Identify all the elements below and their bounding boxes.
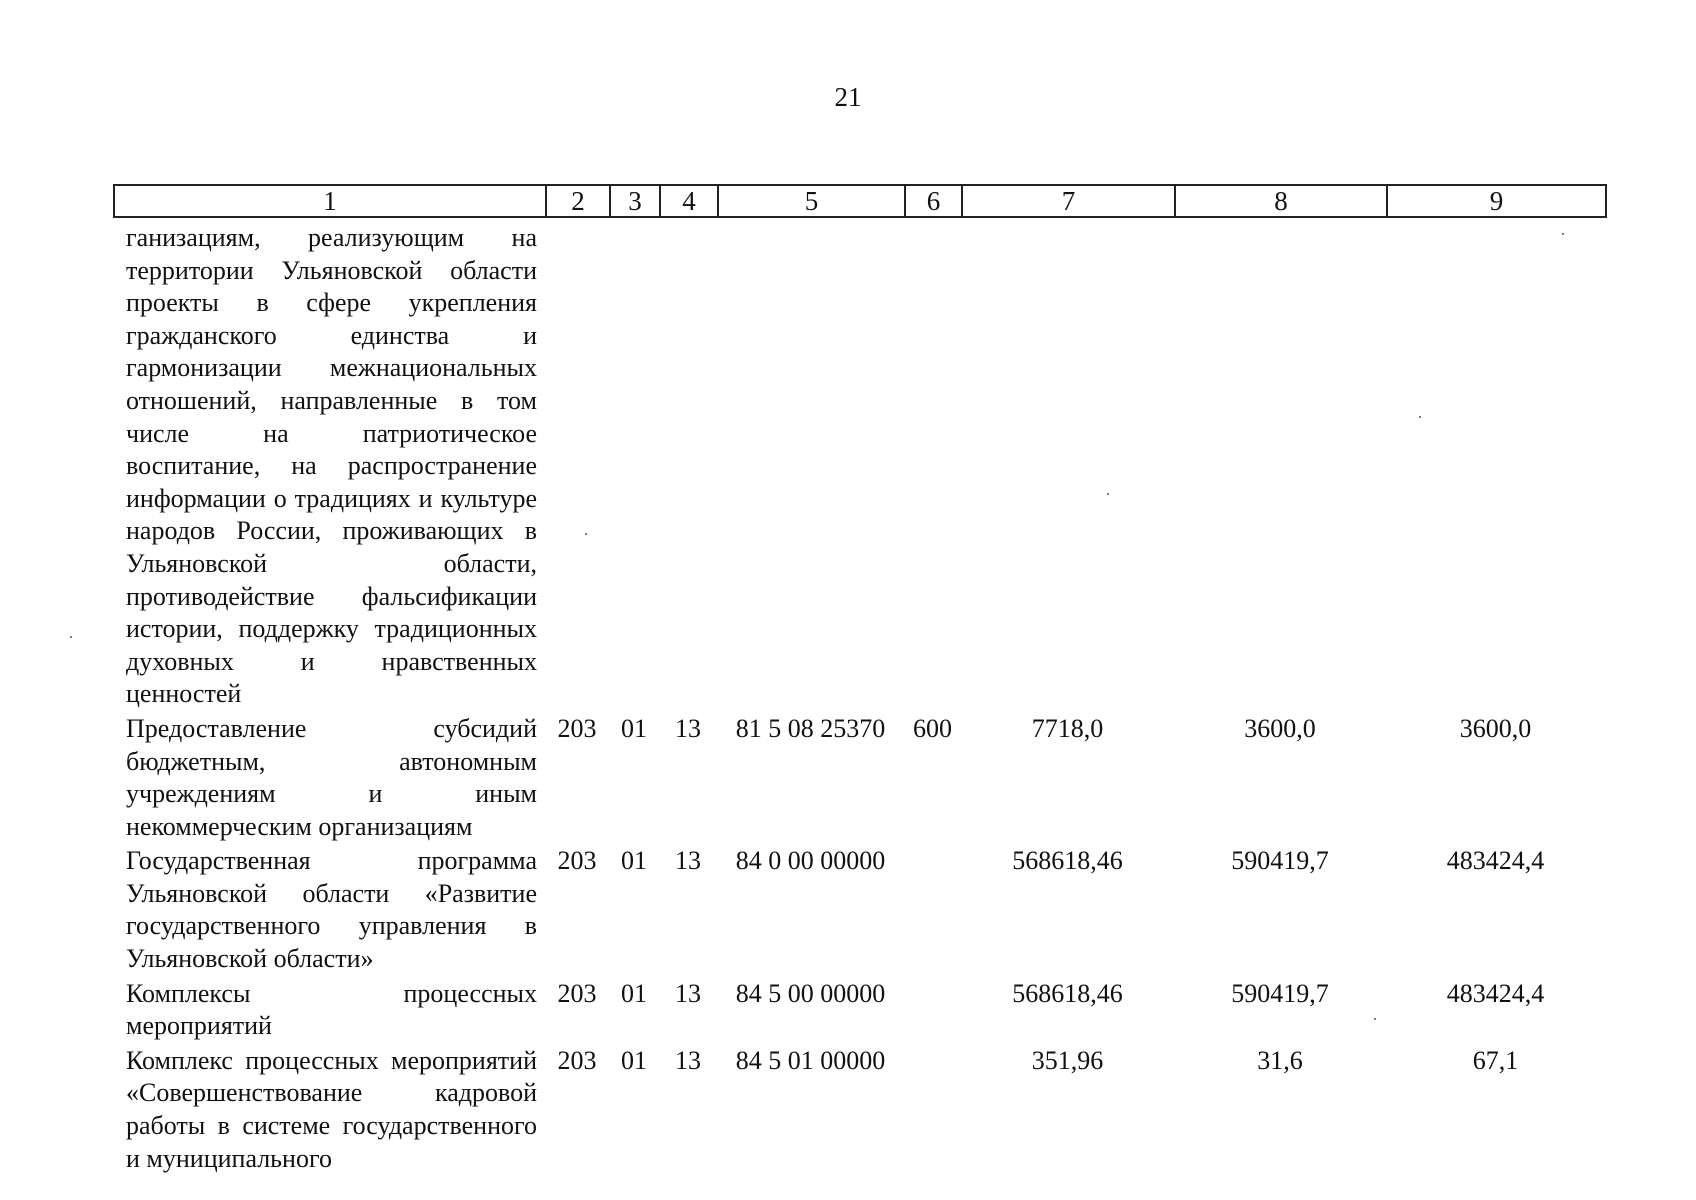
cell-col-8: 31,6 — [1257, 1045, 1303, 1075]
scan-speck — [70, 636, 72, 638]
cell-col-9: 67,1 — [1472, 1045, 1519, 1075]
cell-col-8: 590419,7 — [1231, 978, 1329, 1008]
scan-speck — [585, 533, 587, 535]
cell-col-7: 568618,46 — [1012, 978, 1123, 1008]
header-col-4: 4 — [660, 185, 718, 217]
cell-col-2: 203 — [557, 713, 597, 743]
budget-table — [113, 222, 1605, 1175]
cell-col-4: 13 — [675, 846, 701, 876]
header-col-7: 7 — [962, 185, 1175, 217]
cell-col-8 — [1174, 222, 1386, 713]
cell-col-7: 7718,0 — [1031, 713, 1104, 743]
cell-col-5: 81 5 08 25370 — [735, 713, 886, 743]
table-row — [113, 1045, 1605, 1175]
cell-col-3: 01 — [621, 978, 647, 1008]
cell-col-4 — [659, 222, 717, 713]
cell-col-8: 590419,7 — [1231, 846, 1329, 876]
cell-col-4: 13 — [675, 1045, 701, 1075]
cell-col-5: 84 5 01 00000 — [735, 1045, 886, 1075]
table-row — [113, 222, 1605, 713]
cell-col-7: 568618,46 — [1012, 846, 1123, 876]
header-col-8: 8 — [1175, 185, 1387, 217]
column-number-header — [113, 184, 1607, 218]
cell-col-5 — [717, 222, 904, 713]
cell-col-5: 84 0 00 00000 — [735, 846, 886, 876]
cell-col-6 — [904, 978, 961, 1045]
cell-col-6 — [904, 1045, 961, 1175]
header-col-9: 9 — [1387, 185, 1606, 217]
cell-col-2 — [545, 222, 609, 713]
table-row — [113, 713, 1605, 845]
table-row — [113, 978, 1605, 1045]
cell-col-9: 483424,4 — [1446, 978, 1545, 1008]
cell-col-3: 01 — [621, 713, 647, 743]
row-description: Комплекс процессных мероприятий «Совершенствование кадровой работы в системе государственного и муниципального — [126, 1045, 537, 1173]
scan-speck — [1562, 233, 1564, 235]
row-description: Предоставление субсидий бюджетным, автономным учреждениям и иным некоммерческим организациям — [126, 713, 537, 841]
header-col-6: 6 — [905, 185, 962, 217]
scan-speck — [1419, 416, 1421, 418]
table-row — [113, 845, 1605, 977]
cell-col-3: 01 — [621, 846, 647, 876]
cell-col-6 — [904, 222, 961, 713]
row-description: Государственная программа Ульяновской области «Развитие государственного управления в Ульяновской области» — [126, 846, 537, 974]
cell-col-6 — [904, 845, 961, 977]
cell-col-7: 351,96 — [1031, 1045, 1104, 1075]
cell-col-3: 01 — [621, 1045, 647, 1075]
header-col-3: 3 — [610, 185, 660, 217]
row-description: ганизациям, реализующим на территории Ульяновской области проекты в сфере укрепления гражданского единства и гармонизации межнациональных отношений, направленные в том числе на патриотическое воспитание, на распространение информации о традициях и культуре народов России, проживающих в Ульяновской области, противодействие фальсификации истории, поддержку традиционных духовных и нравственных ценностей — [126, 223, 537, 709]
cell-col-5: 84 5 00 00000 — [735, 978, 886, 1008]
cell-col-2: 203 — [557, 846, 597, 876]
cell-col-8: 3600,0 — [1244, 713, 1316, 743]
cell-col-9: 483424,4 — [1446, 846, 1545, 876]
cell-col-4: 13 — [675, 978, 701, 1008]
page-number: 21 — [834, 82, 862, 112]
scan-speck — [1374, 1018, 1376, 1020]
cell-col-9 — [1386, 222, 1605, 713]
cell-col-6: 600 — [913, 713, 952, 743]
header-col-5: 5 — [718, 185, 905, 217]
row-description: Комплексы процессных мероприятий — [126, 978, 537, 1041]
cell-col-7 — [961, 222, 1174, 713]
cell-col-3 — [609, 222, 659, 713]
cell-col-9: 3600,0 — [1459, 713, 1532, 743]
header-col-1: 1 — [114, 185, 546, 217]
header-col-2: 2 — [546, 185, 610, 217]
scan-speck — [1107, 493, 1109, 495]
cell-col-2: 203 — [557, 978, 597, 1008]
cell-col-4: 13 — [675, 713, 701, 743]
cell-col-2: 203 — [557, 1045, 597, 1075]
